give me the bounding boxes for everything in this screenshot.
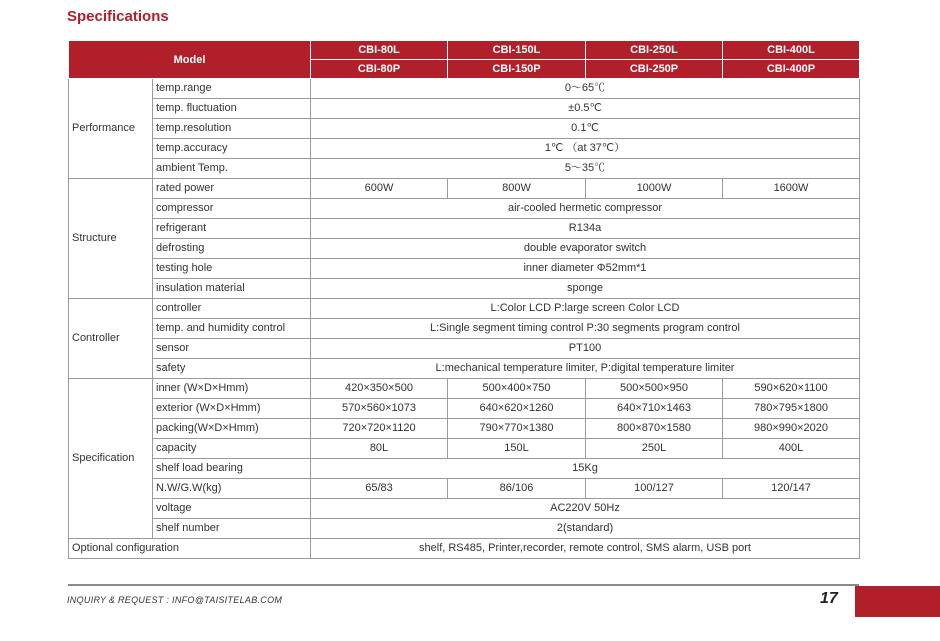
param-value: AC220V 50Hz (311, 499, 860, 519)
param-value: air-cooled hermetic compressor (311, 199, 860, 219)
table-row (69, 119, 860, 139)
table-row (69, 359, 860, 379)
param-label: shelf load bearing (153, 459, 311, 479)
param-value: inner diameter Φ52mm*1 (311, 259, 860, 279)
model-cell: CBI-80L (311, 41, 448, 60)
table-row (69, 319, 860, 339)
param-value: 65/83 (311, 479, 448, 499)
table-row (69, 279, 860, 299)
param-value: 0～65℃ (311, 79, 860, 99)
param-label: temp.resolution (153, 119, 311, 139)
param-value: 780×795×1800 (723, 399, 860, 419)
param-value: 1600W (723, 179, 860, 199)
param-label: sensor (153, 339, 311, 359)
table-row (69, 339, 860, 359)
footer-inquiry: INQUIRY & REQUEST : INFO@TAISITELAB.COM (67, 595, 283, 605)
param-value: L:Color LCD P:large screen Color LCD (311, 299, 860, 319)
param-value: double evaporator switch (311, 239, 860, 259)
table-row (69, 439, 860, 459)
model-cell: CBI-400P (723, 60, 860, 79)
param-value: 570×560×1073 (311, 399, 448, 419)
model-cell: CBI-400L (723, 41, 860, 60)
model-cell: CBI-150P (448, 60, 586, 79)
table-row (69, 539, 860, 559)
param-label: N.W/G.W(kg) (153, 479, 311, 499)
param-value: 2(standard) (311, 519, 860, 539)
table-row (69, 219, 860, 239)
param-value: 500×500×950 (586, 379, 723, 399)
param-label: temp.range (153, 79, 311, 99)
param-value: 800×870×1580 (586, 419, 723, 439)
param-value: 640×710×1463 (586, 399, 723, 419)
param-label: safety (153, 359, 311, 379)
param-value: 100/127 (586, 479, 723, 499)
param-value: sponge (311, 279, 860, 299)
param-label: packing(W×D×Hmm) (153, 419, 311, 439)
param-label: insulation material (153, 279, 311, 299)
param-label: temp.accuracy (153, 139, 311, 159)
param-value: 800W (448, 179, 586, 199)
param-value: 980×990×2020 (723, 419, 860, 439)
param-label: voltage (153, 499, 311, 519)
param-value: 600W (311, 179, 448, 199)
param-label: refrigerant (153, 219, 311, 239)
param-value: 1℃ （at 37℃） (311, 139, 860, 159)
table-row (69, 239, 860, 259)
param-value: 500×400×750 (448, 379, 586, 399)
param-label: compressor (153, 199, 311, 219)
group-controller: Controller (69, 299, 153, 379)
model-cell: CBI-150L (448, 41, 586, 60)
table-row (69, 399, 860, 419)
param-label: ambient Temp. (153, 159, 311, 179)
param-label: inner (W×D×Hmm) (153, 379, 311, 399)
page-number: 17 (820, 590, 838, 607)
group-structure: Structure (69, 179, 153, 299)
param-value: 400L (723, 439, 860, 459)
optional-label: Optional configuration (69, 539, 311, 559)
param-label: rated power (153, 179, 311, 199)
param-value: 80L (311, 439, 448, 459)
param-label: capacity (153, 439, 311, 459)
param-label: shelf number (153, 519, 311, 539)
param-value: ±0.5℃ (311, 99, 860, 119)
param-label: exterior (W×D×Hmm) (153, 399, 311, 419)
table-row (69, 459, 860, 479)
param-value: 120/147 (723, 479, 860, 499)
table-row (69, 479, 860, 499)
model-cell: CBI-80P (311, 60, 448, 79)
param-value: 720×720×1120 (311, 419, 448, 439)
param-label: defrosting (153, 239, 311, 259)
group-specification: Specification (69, 379, 153, 539)
param-value: L:Single segment timing control P:30 segments program control (311, 319, 860, 339)
param-value: 0.1℃ (311, 119, 860, 139)
param-value: 250L (586, 439, 723, 459)
param-value: 15Kg (311, 459, 860, 479)
table-row (69, 199, 860, 219)
table-row (69, 419, 860, 439)
table-row (69, 499, 860, 519)
table-row (69, 179, 860, 199)
table-row (69, 139, 860, 159)
param-label: temp. and humidity control (153, 319, 311, 339)
table-row (69, 259, 860, 279)
param-label: testing hole (153, 259, 311, 279)
param-value: R134a (311, 219, 860, 239)
param-value: 86/106 (448, 479, 586, 499)
param-label: controller (153, 299, 311, 319)
footer-divider (68, 584, 859, 586)
table-row (69, 379, 860, 399)
param-value: 590×620×1100 (723, 379, 860, 399)
model-cell: CBI-250P (586, 60, 723, 79)
param-value: 420×350×500 (311, 379, 448, 399)
table-row (69, 79, 860, 99)
param-value: 790×770×1380 (448, 419, 586, 439)
footer-accent-bar (855, 586, 940, 617)
specifications-table (68, 40, 860, 559)
param-value: 1000W (586, 179, 723, 199)
page-title: Specifications (67, 8, 169, 25)
param-label: temp. fluctuation (153, 99, 311, 119)
param-value: PT100 (311, 339, 860, 359)
table-row (69, 159, 860, 179)
optional-value: shelf, RS485, Printer,recorder, remote control, SMS alarm, USB port (311, 539, 860, 559)
group-performance: Performance (69, 79, 153, 179)
param-value: 640×620×1260 (448, 399, 586, 419)
table-row (69, 519, 860, 539)
table-row (69, 99, 860, 119)
param-value: 5～35℃ (311, 159, 860, 179)
model-cell: CBI-250L (586, 41, 723, 60)
table-row (69, 299, 860, 319)
param-value: L:mechanical temperature limiter, P:digital temperature limiter (311, 359, 860, 379)
param-value: 150L (448, 439, 586, 459)
model-header: Model (69, 41, 311, 79)
